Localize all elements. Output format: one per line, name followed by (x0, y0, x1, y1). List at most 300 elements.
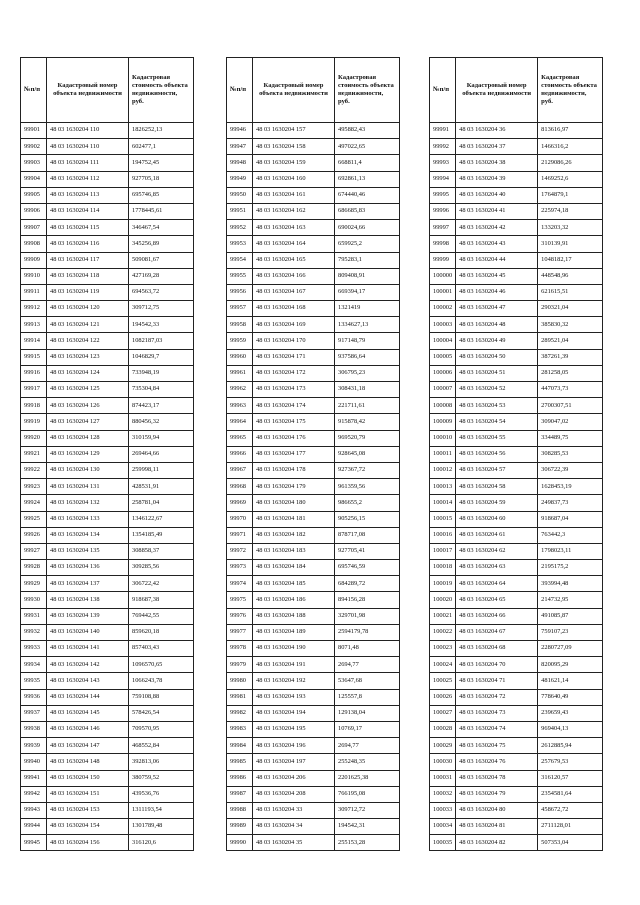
row-number: 99968 (227, 479, 253, 495)
cadastral-number: 48 03 1630204 73 (456, 705, 538, 721)
cadastral-cost: 928645,08 (335, 446, 400, 462)
cadastral-cost: 669394,17 (335, 284, 400, 300)
cadastral-cost: 894156,28 (335, 592, 400, 608)
cadastral-cost: 387261,39 (538, 349, 603, 365)
cadastral-cost: 795283,1 (335, 252, 400, 268)
cadastral-number: 48 03 1630204 169 (253, 317, 335, 333)
table-row (430, 382, 603, 398)
cadastral-cost: 306722,39 (538, 462, 603, 478)
cadastral-number: 48 03 1630204 151 (47, 786, 129, 802)
row-number: 100027 (430, 705, 456, 721)
cadastral-number: 48 03 1630204 52 (456, 382, 538, 398)
table-row (21, 641, 194, 657)
cadastral-cost: 428531,91 (129, 479, 194, 495)
cadastral-cost: 309047,02 (538, 414, 603, 430)
table-row (430, 139, 603, 155)
cadastral-number: 48 03 1630204 146 (47, 721, 129, 737)
row-number: 99939 (21, 738, 47, 754)
cadastral-number: 48 03 1630204 196 (253, 738, 335, 754)
table-row (227, 786, 400, 802)
table-row (430, 414, 603, 430)
cadastral-cost: 8071,48 (335, 641, 400, 657)
row-number: 100015 (430, 511, 456, 527)
table-row (21, 284, 194, 300)
table-row (227, 721, 400, 737)
cadastral-cost: 695746,59 (335, 560, 400, 576)
table-row (227, 462, 400, 478)
table-row (430, 187, 603, 203)
table-row (430, 657, 603, 673)
table-row (430, 511, 603, 527)
table-row (430, 527, 603, 543)
cadastral-number: 48 03 1630204 55 (456, 430, 538, 446)
cadastral-cost: 2694,77 (335, 738, 400, 754)
cadastral-table-1 (20, 57, 194, 851)
row-number: 99967 (227, 462, 253, 478)
cadastral-number: 48 03 1630204 131 (47, 479, 129, 495)
cadastral-number: 48 03 1630204 128 (47, 430, 129, 446)
table-row (430, 171, 603, 187)
cadastral-cost: 308858,37 (129, 543, 194, 559)
cadastral-cost: 686685,83 (335, 203, 400, 219)
row-number: 99911 (21, 284, 47, 300)
cadastral-cost: 427169,28 (129, 268, 194, 284)
cadastral-number: 48 03 1630204 62 (456, 543, 538, 559)
cadastral-number: 48 03 1630204 111 (47, 155, 129, 171)
row-number: 99926 (21, 527, 47, 543)
table-row (21, 139, 194, 155)
cadastral-cost: 878717,08 (335, 527, 400, 543)
table-row (430, 284, 603, 300)
row-number: 100007 (430, 382, 456, 398)
cadastral-number: 48 03 1630204 132 (47, 495, 129, 511)
row-number: 99949 (227, 171, 253, 187)
row-number: 99981 (227, 689, 253, 705)
cadastral-number: 48 03 1630204 191 (253, 657, 335, 673)
cadastral-cost: 763442,3 (538, 527, 603, 543)
row-number: 99932 (21, 624, 47, 640)
table-row (21, 560, 194, 576)
cadastral-number: 48 03 1630204 53 (456, 398, 538, 414)
cadastral-cost: 125557,8 (335, 689, 400, 705)
row-number: 100011 (430, 446, 456, 462)
cadastral-number: 48 03 1630204 49 (456, 333, 538, 349)
table-row (430, 430, 603, 446)
cadastral-number: 48 03 1630204 130 (47, 462, 129, 478)
row-number: 99963 (227, 398, 253, 414)
row-number: 99991 (430, 123, 456, 139)
row-number: 99988 (227, 802, 253, 818)
cadastral-number: 48 03 1630204 56 (456, 446, 538, 462)
table-row (430, 819, 603, 835)
cadastral-cost: 255248,35 (335, 754, 400, 770)
row-number: 99914 (21, 333, 47, 349)
table-row (227, 527, 400, 543)
cadastral-cost: 509081,67 (129, 252, 194, 268)
cadastral-number: 48 03 1630204 45 (456, 268, 538, 284)
table-row (21, 317, 194, 333)
row-number: 99910 (21, 268, 47, 284)
row-number: 99928 (21, 560, 47, 576)
cadastral-number: 48 03 1630204 206 (253, 770, 335, 786)
cadastral-number: 48 03 1630204 74 (456, 721, 538, 737)
table-row (227, 576, 400, 592)
table-row (21, 754, 194, 770)
cadastral-cost: 194542,33 (129, 317, 194, 333)
table-row (21, 123, 194, 139)
cadastral-cost: 194542,31 (335, 819, 400, 835)
table-row (21, 738, 194, 754)
table-row (21, 689, 194, 705)
row-number: 100003 (430, 317, 456, 333)
cadastral-cost: 1826252,13 (129, 123, 194, 139)
row-number: 99931 (21, 608, 47, 624)
row-number: 99959 (227, 333, 253, 349)
row-number: 99941 (21, 770, 47, 786)
cadastral-cost: 769442,55 (129, 608, 194, 624)
table-row (430, 802, 603, 818)
row-number: 99999 (430, 252, 456, 268)
table-row (21, 333, 194, 349)
cadastral-number: 48 03 1630204 48 (456, 317, 538, 333)
row-number: 99995 (430, 187, 456, 203)
table-row (21, 398, 194, 414)
row-number: 99974 (227, 576, 253, 592)
table-row (227, 802, 400, 818)
row-number: 99978 (227, 641, 253, 657)
cadastral-cost: 1066243,78 (129, 673, 194, 689)
table-row (227, 543, 400, 559)
row-number: 99943 (21, 802, 47, 818)
cadastral-number: 48 03 1630204 60 (456, 511, 538, 527)
table-row (430, 495, 603, 511)
cadastral-cost: 668811,4 (335, 155, 400, 171)
cadastral-number: 48 03 1630204 76 (456, 754, 538, 770)
cadastral-cost: 346467,54 (129, 220, 194, 236)
row-number: 99924 (21, 495, 47, 511)
cadastral-cost: 257679,53 (538, 754, 603, 770)
row-number: 100013 (430, 479, 456, 495)
cadastral-number: 48 03 1630204 143 (47, 673, 129, 689)
table-row (227, 511, 400, 527)
table-row (21, 786, 194, 802)
cadastral-table-2 (226, 57, 400, 851)
cadastral-cost: 578426,54 (129, 705, 194, 721)
cadastral-number: 48 03 1630204 120 (47, 301, 129, 317)
row-number: 99907 (21, 220, 47, 236)
cadastral-cost: 194752,45 (129, 155, 194, 171)
row-number: 99960 (227, 349, 253, 365)
table-row (21, 835, 194, 851)
table-row (227, 689, 400, 705)
cadastral-number: 48 03 1630204 58 (456, 479, 538, 495)
cadastral-number: 48 03 1630204 139 (47, 608, 129, 624)
cadastral-number: 48 03 1630204 160 (253, 171, 335, 187)
row-number: 99966 (227, 446, 253, 462)
cadastral-number: 48 03 1630204 33 (253, 802, 335, 818)
table-row (21, 446, 194, 462)
cadastral-cost: 1354185,49 (129, 527, 194, 543)
cadastral-table-3 (429, 57, 603, 851)
cadastral-cost: 690024,66 (335, 220, 400, 236)
cadastral-cost: 308431,18 (335, 382, 400, 398)
table-row (430, 673, 603, 689)
header-cadastral-cost: Кадастровая стоимость объекта недвижимости, руб. (129, 58, 194, 123)
table-row (227, 236, 400, 252)
table-row (430, 738, 603, 754)
table-row (430, 349, 603, 365)
row-number: 99950 (227, 187, 253, 203)
cadastral-cost: 694563,72 (129, 284, 194, 300)
row-number: 99904 (21, 171, 47, 187)
cadastral-cost: 917148,79 (335, 333, 400, 349)
row-number: 99985 (227, 754, 253, 770)
row-number: 99913 (21, 317, 47, 333)
cadastral-number: 48 03 1630204 179 (253, 479, 335, 495)
row-number: 99948 (227, 155, 253, 171)
table-row (430, 398, 603, 414)
cadastral-number: 48 03 1630204 164 (253, 236, 335, 252)
cadastral-number: 48 03 1630204 116 (47, 236, 129, 252)
cadastral-number: 48 03 1630204 71 (456, 673, 538, 689)
cadastral-cost: 393994,48 (538, 576, 603, 592)
cadastral-cost: 1311193,54 (129, 802, 194, 818)
table-row (21, 527, 194, 543)
table-row (21, 220, 194, 236)
header-cadastral-cost: Кадастровая стоимость объекта недвижимости, руб. (335, 58, 400, 123)
table-row (430, 721, 603, 737)
table-row (227, 624, 400, 640)
cadastral-number: 48 03 1630204 159 (253, 155, 335, 171)
cadastral-number: 48 03 1630204 43 (456, 236, 538, 252)
row-number: 99915 (21, 349, 47, 365)
table-row (430, 203, 603, 219)
table-row (21, 155, 194, 171)
table-row (227, 139, 400, 155)
cadastral-number: 48 03 1630204 123 (47, 349, 129, 365)
cadastral-number: 48 03 1630204 165 (253, 252, 335, 268)
table-row (21, 543, 194, 559)
header-cadastral-cost: Кадастровая стоимость объекта недвижимости, руб. (538, 58, 603, 123)
cadastral-cost: 766195,08 (335, 786, 400, 802)
row-number: 99975 (227, 592, 253, 608)
table-row (227, 770, 400, 786)
cadastral-number: 48 03 1630204 194 (253, 705, 335, 721)
table-row (21, 721, 194, 737)
row-number: 99953 (227, 236, 253, 252)
cadastral-cost: 927705,18 (129, 171, 194, 187)
table-row (430, 560, 603, 576)
cadastral-cost: 507353,04 (538, 835, 603, 851)
table-row (21, 657, 194, 673)
cadastral-number: 48 03 1630204 124 (47, 365, 129, 381)
cadastral-number: 48 03 1630204 177 (253, 446, 335, 462)
cadastral-number: 48 03 1630204 138 (47, 592, 129, 608)
cadastral-cost: 309712,72 (335, 802, 400, 818)
cadastral-cost: 2700307,51 (538, 398, 603, 414)
table-row (21, 236, 194, 252)
cadastral-cost: 345256,89 (129, 236, 194, 252)
table-row (227, 301, 400, 317)
cadastral-cost: 392813,06 (129, 754, 194, 770)
cadastral-cost: 269464,66 (129, 446, 194, 462)
cadastral-number: 48 03 1630204 41 (456, 203, 538, 219)
cadastral-number: 48 03 1630204 147 (47, 738, 129, 754)
cadastral-cost: 10769,17 (335, 721, 400, 737)
cadastral-cost: 880456,32 (129, 414, 194, 430)
row-number: 99977 (227, 624, 253, 640)
cadastral-number: 48 03 1630204 81 (456, 819, 538, 835)
cadastral-cost: 969404,13 (538, 721, 603, 737)
cadastral-cost: 133203,32 (538, 220, 603, 236)
row-number: 99955 (227, 268, 253, 284)
cadastral-number: 48 03 1630204 80 (456, 802, 538, 818)
table-row (430, 252, 603, 268)
cadastral-cost: 905256,15 (335, 511, 400, 527)
table-row (21, 592, 194, 608)
row-number: 99958 (227, 317, 253, 333)
cadastral-number: 48 03 1630204 208 (253, 786, 335, 802)
cadastral-number: 48 03 1630204 47 (456, 301, 538, 317)
row-number: 99923 (21, 479, 47, 495)
cadastral-cost: 316120,57 (538, 770, 603, 786)
row-number: 99935 (21, 673, 47, 689)
cadastral-cost: 2129086,26 (538, 155, 603, 171)
cadastral-cost: 2201625,38 (335, 770, 400, 786)
cadastral-number: 48 03 1630204 119 (47, 284, 129, 300)
cadastral-number: 48 03 1630204 173 (253, 382, 335, 398)
row-number: 99925 (21, 511, 47, 527)
cadastral-cost: 458672,72 (538, 802, 603, 818)
table-row (227, 317, 400, 333)
table-row (227, 382, 400, 398)
table-row (227, 398, 400, 414)
row-number: 99903 (21, 155, 47, 171)
row-number: 99933 (21, 641, 47, 657)
cadastral-cost: 497022,65 (335, 139, 400, 155)
cadastral-number: 48 03 1630204 50 (456, 349, 538, 365)
cadastral-cost: 329701,98 (335, 608, 400, 624)
cadastral-cost: 918687,38 (129, 592, 194, 608)
cadastral-cost: 53647,68 (335, 673, 400, 689)
cadastral-number: 48 03 1630204 112 (47, 171, 129, 187)
cadastral-cost: 334489,75 (538, 430, 603, 446)
cadastral-cost: 759107,23 (538, 624, 603, 640)
table-row (430, 689, 603, 705)
row-number: 99946 (227, 123, 253, 139)
table-row (227, 495, 400, 511)
table-row (21, 479, 194, 495)
row-number: 99917 (21, 382, 47, 398)
table-row (227, 123, 400, 139)
cadastral-cost: 447073,73 (538, 382, 603, 398)
cadastral-cost: 214732,95 (538, 592, 603, 608)
cadastral-cost: 258781,04 (129, 495, 194, 511)
cadastral-cost: 1321419 (335, 301, 400, 317)
row-number: 99945 (21, 835, 47, 851)
table-row (21, 802, 194, 818)
cadastral-number: 48 03 1630204 44 (456, 252, 538, 268)
table-row (21, 819, 194, 835)
cadastral-number: 48 03 1630204 66 (456, 608, 538, 624)
cadastral-cost: 385830,32 (538, 317, 603, 333)
cadastral-number: 48 03 1630204 70 (456, 657, 538, 673)
cadastral-cost: 2711128,01 (538, 819, 603, 835)
cadastral-cost: 813616,97 (538, 123, 603, 139)
cadastral-number: 48 03 1630204 166 (253, 268, 335, 284)
row-number: 99938 (21, 721, 47, 737)
table-row (227, 608, 400, 624)
row-number: 99908 (21, 236, 47, 252)
cadastral-cost: 249837,73 (538, 495, 603, 511)
cadastral-number: 48 03 1630204 180 (253, 495, 335, 511)
cadastral-number: 48 03 1630204 148 (47, 754, 129, 770)
row-number: 99909 (21, 252, 47, 268)
cadastral-number: 48 03 1630204 186 (253, 592, 335, 608)
table-row (21, 268, 194, 284)
cadastral-cost: 439536,76 (129, 786, 194, 802)
cadastral-number: 48 03 1630204 153 (47, 802, 129, 818)
table-row (430, 317, 603, 333)
row-number: 99989 (227, 819, 253, 835)
cadastral-cost: 491085,87 (538, 608, 603, 624)
row-number: 99912 (21, 301, 47, 317)
cadastral-number: 48 03 1630204 154 (47, 819, 129, 835)
row-number: 100005 (430, 349, 456, 365)
row-number: 99973 (227, 560, 253, 576)
row-number: 99993 (430, 155, 456, 171)
cadastral-cost: 310159,94 (129, 430, 194, 446)
cadastral-cost: 1778445,61 (129, 203, 194, 219)
table-row (21, 673, 194, 689)
cadastral-number: 48 03 1630204 79 (456, 786, 538, 802)
row-number: 100024 (430, 657, 456, 673)
cadastral-number: 48 03 1630204 193 (253, 689, 335, 705)
row-number: 99944 (21, 819, 47, 835)
cadastral-number: 48 03 1630204 46 (456, 284, 538, 300)
cadastral-cost: 874423,17 (129, 398, 194, 414)
cadastral-number: 48 03 1630204 118 (47, 268, 129, 284)
row-number: 100029 (430, 738, 456, 754)
row-number: 99916 (21, 365, 47, 381)
cadastral-cost: 2195175,2 (538, 560, 603, 576)
header-cadastral-number: Кадастровый номер объекта недвижимости (456, 58, 538, 123)
cadastral-number: 48 03 1630204 142 (47, 657, 129, 673)
table-row (227, 155, 400, 171)
cadastral-cost: 2694,77 (335, 657, 400, 673)
row-number: 99997 (430, 220, 456, 236)
cadastral-cost: 659925,2 (335, 236, 400, 252)
row-number: 100022 (430, 624, 456, 640)
table-row (21, 624, 194, 640)
cadastral-number: 48 03 1630204 114 (47, 203, 129, 219)
cadastral-cost: 316120,6 (129, 835, 194, 851)
row-number: 100016 (430, 527, 456, 543)
cadastral-number: 48 03 1630204 39 (456, 171, 538, 187)
cadastral-number: 48 03 1630204 182 (253, 527, 335, 543)
cadastral-cost: 692861,13 (335, 171, 400, 187)
header-num: №п/п (430, 58, 456, 123)
cadastral-number: 48 03 1630204 162 (253, 203, 335, 219)
cadastral-number: 48 03 1630204 38 (456, 155, 538, 171)
cadastral-number: 48 03 1630204 136 (47, 560, 129, 576)
cadastral-cost: 1082187,03 (129, 333, 194, 349)
row-number: 100025 (430, 673, 456, 689)
row-number: 99951 (227, 203, 253, 219)
row-number: 99982 (227, 705, 253, 721)
header-cadastral-number: Кадастровый номер объекта недвижимости (253, 58, 335, 123)
cadastral-number: 48 03 1630204 82 (456, 835, 538, 851)
